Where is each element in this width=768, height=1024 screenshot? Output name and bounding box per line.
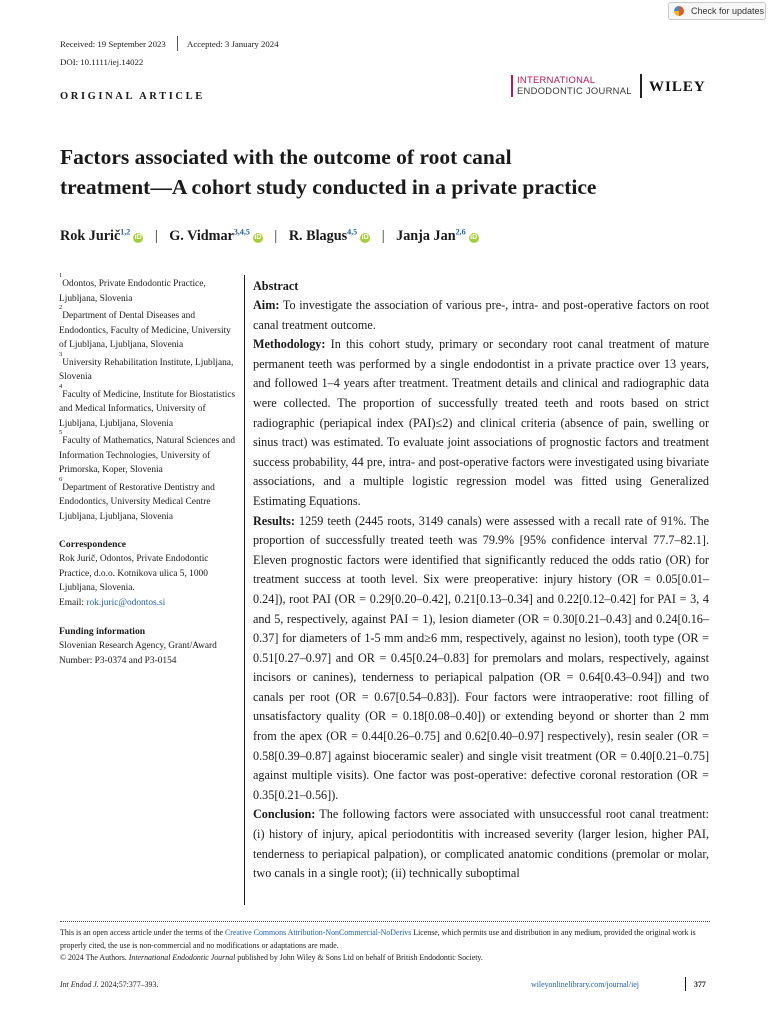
correspondence-text: Rok Jurič, Odontos, Private Endodontic Practice, d.o.o. Kotnikova ulica 5, 1000 Ljubljana, Slovenia. Email: rok.juric@odontos.si xyxy=(59,554,209,608)
license-link[interactable]: Creative Commons Attribution-NonCommercial-NoDerivs xyxy=(225,928,412,937)
open-access-notice: This is an open access article under the terms of the Creative Commons Attribution-NonCommercial-NoDerivs License, which permits use and distribution in any medium, provided the original work is properly cited, the use is non-commercial and no modifications or adaptations are made. © 2024 The Authors. International Endodontic Journal published by John Wiley & Sons Ltd on behalf of British Endodontic Society. xyxy=(60,928,696,963)
journal-name-line1: INTERNATIONAL xyxy=(517,74,596,85)
citation: Int Endod J. 2024;57:377–393. xyxy=(60,980,159,989)
footer-dotted-rule xyxy=(60,921,710,922)
author-list: Rok Jurič$^{1,2}$iD | G. Vidmar$^{3,4,5}$iD | R. Blagus$^{4,5}$iD | Janja Jan$^{2,6}$iD xyxy=(60,227,478,244)
author[interactable]: Rok Jurič$^{1,2}$ xyxy=(60,227,131,244)
abstract xyxy=(253,277,709,884)
affiliation: $^4$Faculty of Medicine, Institute for Biostatistics and Medical Informatics, University of Ljubljana, Ljubljana, Slovenia xyxy=(59,382,236,429)
affiliation: $^1$Odontos, Private Endodontic Practice, Ljubljana, Slovenia xyxy=(59,272,206,304)
column-divider xyxy=(244,275,245,905)
orcid-icon[interactable]: iD xyxy=(361,234,369,241)
affiliation: $^6$Department of Restorative Dentistry and Endodontics, University Medical Centre Ljubljana, Ljubljana, Slovenia xyxy=(59,475,215,522)
doi: DOI: 10.1111/iej.14022 xyxy=(60,57,144,67)
orcid-icon[interactable]: iD xyxy=(134,234,142,241)
title-line-1: Factors associated with the outcome of root canal xyxy=(60,145,512,169)
abstract-heading: Abstract xyxy=(253,279,299,293)
received-date: Received: 19 September 2023 xyxy=(60,39,166,49)
article-type: ORIGINAL ARTICLE xyxy=(60,91,205,102)
author[interactable]: G. Vidmar$^{3,4,5}$ xyxy=(169,227,250,244)
author[interactable]: R. Blagus$^{4,5}$ xyxy=(288,227,358,244)
journal-logo xyxy=(511,74,711,98)
page-number: 377 xyxy=(694,980,706,989)
article-title xyxy=(60,142,720,202)
affiliation: $^2$Department of Dental Diseases and Endodontics, Faculty of Medicine, University of Ljubljana, Ljubljana, Slovenia xyxy=(59,304,231,350)
funding-text: Slovenian Research Agency, Grant/Award Number: P3-0374 and P3-0154 xyxy=(59,641,217,666)
journal-url-link[interactable]: wileyonlinelibrary.com/journal/iej xyxy=(531,980,639,989)
abstract-methodology: Methodology: In this cohort study, primary or secondary root canal treatment of mature permanent teeth was performed by a single endodontist in a private practice over 13 years, and followed 1–4 years after treatment. Treatment details and clinical and radiographic data were collected. The proportion of successfully treated teeth and roots based on strict radiographic (periapical index (PAI)≤2) and clinical criteria (absence of pain, swelling or sinus tract) was estimated. To evaluate joint associations of prognostic factors and treatment success probability, 44 pre, intra- and post-operative factors were investigated using bivariate associations, and a multiple logistic regression model was fitted using Generalized Estimating Equations. xyxy=(253,337,710,508)
footer-page-divider xyxy=(685,977,686,991)
abstract-conclusion: Conclusion: The following factors were associated with unsuccessful root canal treatment: (i) history of injury, apical periodontitis with increased severity (larger lesion, higher PAI, tenderness to periapical palpation), or complicated anatomic conditions (premolar or molar, two canals in a single root); (ii) technically suboptimal xyxy=(253,807,710,881)
journal-name-line2: ENDODONTIC JOURNAL xyxy=(517,85,632,96)
header-divider xyxy=(177,36,178,51)
publisher-wiley: WILEY xyxy=(649,79,706,95)
abstract-aim: Aim: To investigate the association of various pre-, intra- and post-operative factors on root canal treatment outcome. xyxy=(253,298,710,332)
orcid-icon[interactable]: iD xyxy=(254,234,262,241)
correspondence-heading: Correspondence xyxy=(59,539,126,550)
orcid-icon[interactable]: iD xyxy=(470,234,478,241)
funding-heading: Funding information xyxy=(59,626,146,637)
email-link[interactable]: rok.juric@odontos.si xyxy=(86,597,166,608)
check-for-updates-button[interactable] xyxy=(668,2,766,20)
author[interactable]: Janja Jan$^{2,6}$ xyxy=(396,227,466,244)
affiliations xyxy=(59,272,241,671)
logo-divider xyxy=(640,74,642,98)
check-for-updates-label: Check for updates xyxy=(691,6,765,16)
crossmark-icon xyxy=(674,6,684,16)
accepted-date: Accepted: 3 January 2024 xyxy=(187,39,279,49)
logo-accent-bar xyxy=(511,75,513,97)
abstract-results: Results: 1259 teeth (2445 roots, 3149 canals) were assessed with a recall rate of 91%. The proportion of successfully treated teeth was 79.9% [95% confidence interval 77.7–82.1]. Eleven prognostic factors were identified that significantly reduced the odds ratio (OR) for treatment success at tooth level. Six were preoperative: injury history (OR = 0.05[0.01–0.24]), root PAI (OR = 0.29[0.20–0.42], 0.21[0.13–0.34] and 0.22[0.12–0.42] for PAI = 3, 4 and 5, respectively, against PAI = 1), lesion diameter (OR = 0.30[0.21–0.43] and 0.24[0.16–0.37] for diameters of 1-5 mm and≥6 mm, respectively, against no lesion), tooth type (OR = 0.51[0.27–0.97] and OR = 0.45[0.24–0.83] for premolars and molars, respectively, against incisors or canines), tenderness to periapical palpation (OR = 0.64[0.43–0.94]) and two canals per root (OR = 0.67[0.54–0.83]). Four factors were intraoperative: root filling of unsatisfactory quality (OR = 0.18[0.08–0.40]) or extending beyond or shorter than 2 mm from the apex (OR = 0.44[0.26–0.75] and 0.62[0.40–0.97] respectively), resin sealer (OR = 0.58[0.39–0.87] against bioceramic sealer) and single visit treatment (OR = 0.40[0.21–0.75] against multiple visits). One factor was post-operative: defective coronal restoration (OR = 0.35[0.21–0.56]). xyxy=(253,513,710,802)
affiliation: $^3$University Rehabilitation Institute, Ljubljana, Slovenia xyxy=(59,350,234,382)
affiliation: $^5$Faculty of Mathematics, Natural Sciences and Information Technologies, University of Primorska, Koper, Slovenia xyxy=(59,429,236,475)
title-line-2: treatment—A cohort study conducted in a private practice xyxy=(60,175,597,199)
